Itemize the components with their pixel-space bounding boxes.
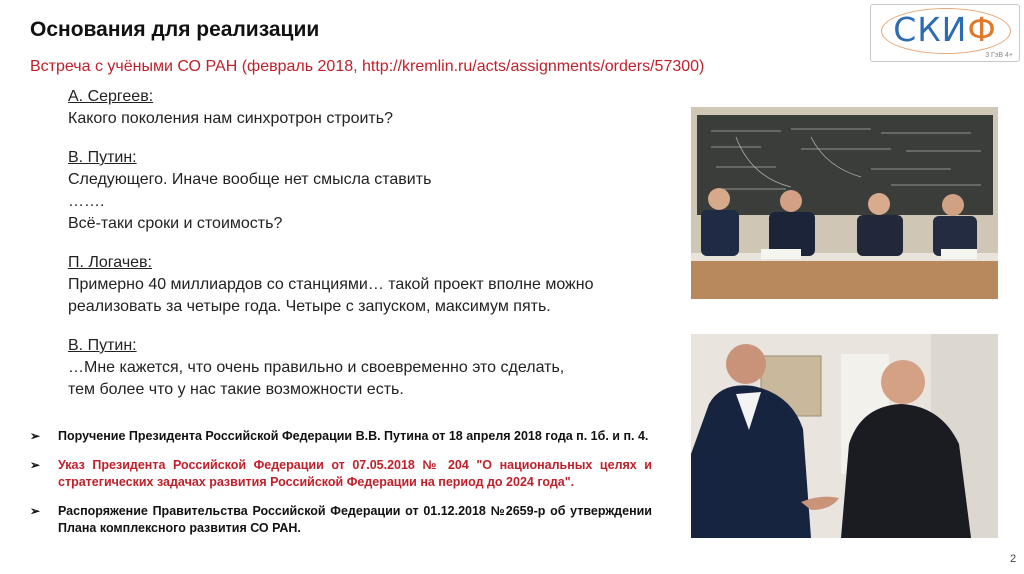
speaker-name: А. Сергеев:	[68, 88, 154, 105]
speaker-name: В. Путин:	[68, 149, 137, 166]
handshake-photo	[691, 334, 998, 538]
dialogue-line: Всё-таки сроки и стоимость?	[68, 215, 283, 232]
document-item	[30, 428, 652, 445]
dialogue-line: Следующего. Иначе вообще нет смысла ставить	[68, 171, 432, 188]
document-text: Поручение Президента Российской Федерации В.В. Путина от 18 апреля 2018 года п. 1б. и п. 4.	[58, 429, 649, 443]
speaker-name: П. Логачев:	[68, 254, 152, 271]
document-item	[30, 503, 652, 537]
document-item-highlighted	[30, 457, 652, 491]
dialogue-line: тем более что у нас такие возможности есть.	[68, 381, 404, 398]
meeting-photo-illustration	[691, 107, 998, 299]
logo-wordmark	[871, 10, 1019, 49]
dialogue-line: реализовать за четыре года. Четыре с запуском, максимум пять.	[68, 298, 551, 315]
dialogue-line: Какого поколения нам синхротрон строить?	[68, 110, 393, 127]
dialogue-turn	[68, 335, 668, 401]
arrow-bullet-icon: ➢	[30, 429, 41, 443]
logo-main-text: СКИ	[893, 10, 968, 49]
dialogue-turn	[68, 252, 668, 318]
documents-list	[30, 428, 652, 549]
meeting-photo	[691, 107, 998, 299]
slide-title: Основания для реализации	[30, 18, 320, 41]
document-text: Указ Президента Российской Федерации от 07.05.2018 № 204 "О национальных целях и стратегических задачах развития Российской Федерации на период до 2024 года".	[58, 458, 652, 489]
skif-logo	[870, 4, 1020, 62]
handshake-photo-illustration	[691, 334, 998, 538]
page-number: 2	[1010, 553, 1017, 565]
logo-tagline: 3 ГэВ 4+	[985, 52, 1013, 59]
dialogue-block	[68, 86, 668, 418]
arrow-bullet-icon: ➢	[30, 504, 41, 518]
dialogue-turn	[68, 86, 668, 130]
dialogue-line: …Мне кажется, что очень правильно и своевременно это сделать,	[68, 359, 565, 376]
meeting-subtitle: Встреча с учёными СО РАН (февраль 2018, http://kremlin.ru/acts/assignments/orders/57300)	[30, 58, 705, 75]
document-text: Распоряжение Правительства Российской Федерации от 01.12.2018 №2659-р об утверждении Плана комплексного развития СО РАН.	[58, 504, 652, 535]
speaker-name: В. Путин:	[68, 337, 137, 354]
dialogue-line: Примерно 40 миллиардов со станциями… такой проект вполне можно	[68, 276, 594, 293]
dialogue-turn	[68, 147, 668, 235]
logo-accent-letter: Ф	[967, 10, 997, 49]
arrow-bullet-icon: ➢	[30, 458, 41, 472]
dialogue-line: …….	[68, 193, 105, 210]
